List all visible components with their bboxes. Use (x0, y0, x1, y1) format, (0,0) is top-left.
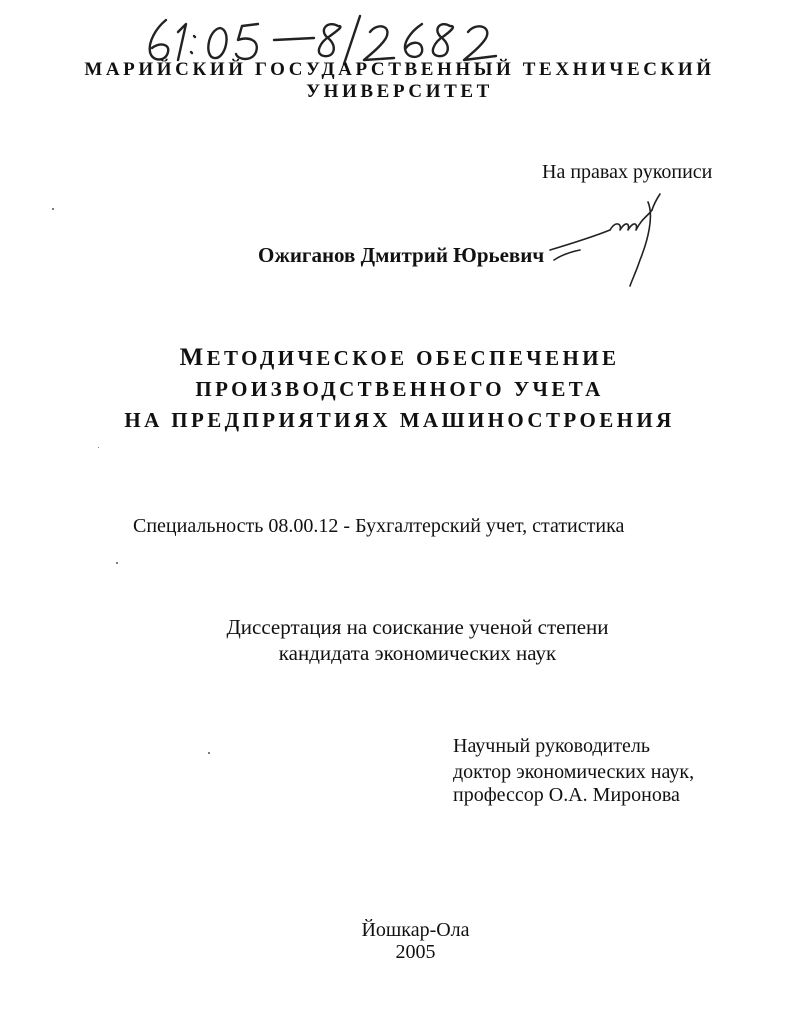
title-line1-initial: М (179, 344, 207, 371)
title-line1-rest: ЕТОДИЧЕСКОЕ ОБЕСПЕЧЕНИЕ (206, 346, 620, 370)
supervisor-line3: профессор О.А. Миронова (453, 784, 680, 806)
manuscript-note: На правах рукописи (542, 161, 713, 183)
dissertation-line1: Диссертация на соискание ученой степени (226, 615, 609, 639)
dissertation-line2: кандидата экономических наук (278, 641, 557, 665)
title-line2: ПРОИЗВОДСТВЕННОГО УЧЕТА (195, 377, 604, 401)
year: 2005 (395, 941, 436, 963)
university-name-line1: МАРИЙСКИЙ ГОСУДАРСТВЕННЫЙ ТЕХНИЧЕСКИЙ (84, 59, 715, 80)
title-line3: НА ПРЕДПРИЯТИЯХ МАШИНОСТРОЕНИЯ (124, 408, 675, 432)
title-line1 (0, 343, 799, 373)
scan-speck (98, 447, 99, 448)
supervisor-line2: доктор экономических наук, (453, 761, 695, 783)
scan-speck (208, 752, 210, 754)
specialty: Специальность 08.00.12 - Бухгалтерский учет, статистика (133, 515, 625, 537)
city: Йошкар-Ола (361, 919, 470, 941)
signature-icon (530, 180, 680, 290)
author-name: Ожиганов Дмитрий Юрьевич (258, 243, 545, 267)
supervisor-line1: Научный руководитель (453, 735, 650, 757)
scan-speck (116, 562, 118, 564)
university-name-line2: УНИВЕРСИТЕТ (306, 81, 493, 102)
scan-speck (52, 208, 54, 210)
